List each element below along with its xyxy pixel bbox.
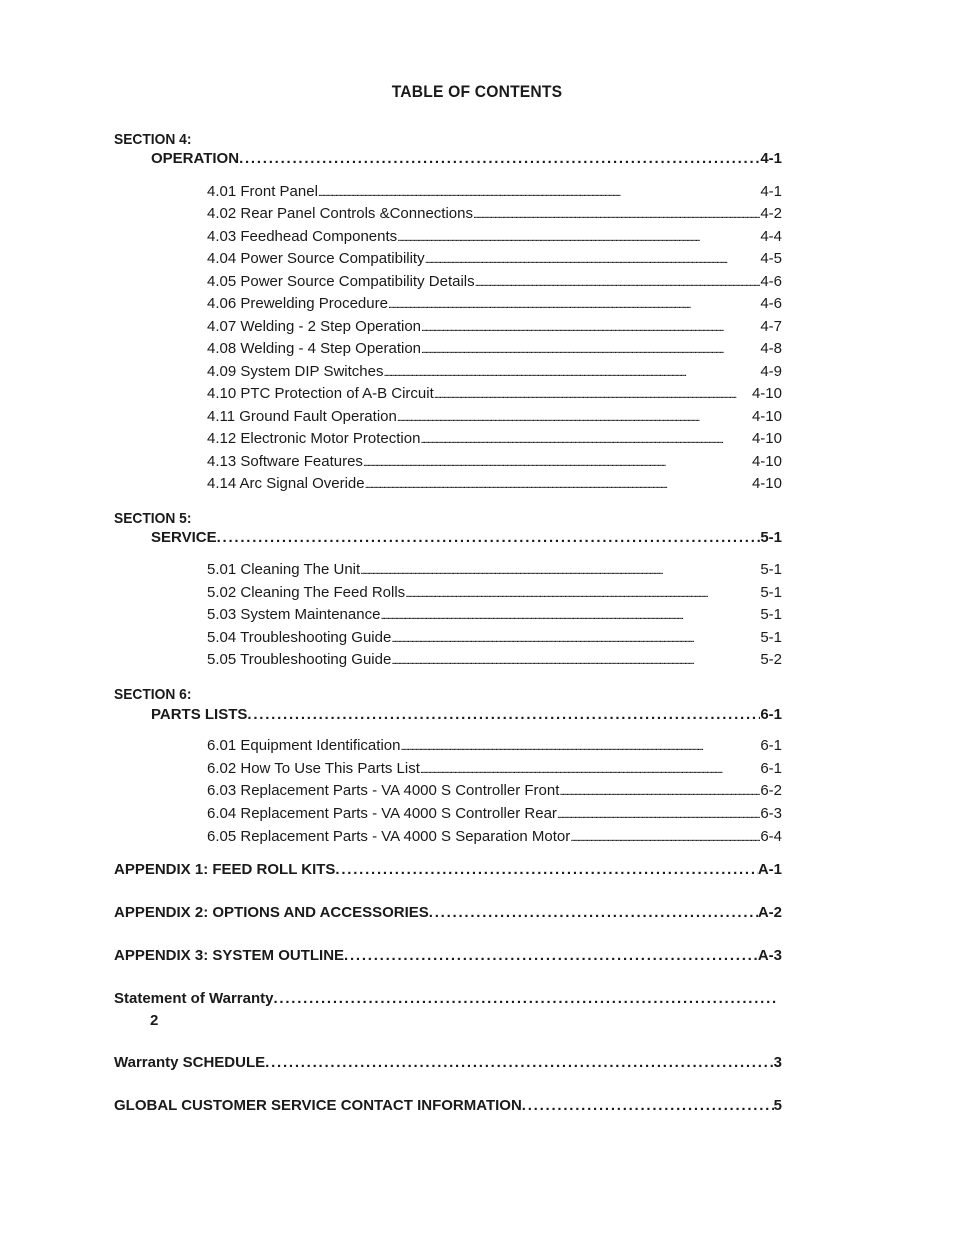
toc-subentry-title: 5.01 Cleaning The Unit [207,561,361,578]
toc-subentry[interactable] [207,760,782,777]
toc-subentry-page: 5-2 [760,651,782,668]
section-6-label: SECTION 6: [114,686,192,703]
toc-subentry-page: 6-2 [760,782,782,799]
toc-subentry-title: 4.13 Software Features [207,453,363,470]
toc-entry-appendix-2[interactable] [114,904,782,921]
toc-subentry-title: 6.02 How To Use This Parts List [207,760,420,777]
toc-subentry[interactable] [207,453,782,470]
toc-entry-page: A-2 [757,904,782,921]
toc-subentry-page: 4-10 [751,453,782,470]
toc-entry-title: Statement of Warranty [114,990,274,1007]
toc-subentry-title: 6.05 Replacement Parts - VA 4000 S Separation Motor [207,828,571,845]
toc-subentry-title: 4.09 System DIP Switches [207,363,384,380]
toc-subentry[interactable] [207,629,782,646]
toc-subentry[interactable] [207,606,782,623]
toc-subentry[interactable] [207,228,782,245]
toc-subentry[interactable] [207,561,782,578]
toc-subentry-title: 4.10 PTC Protection of A-B Circuit [207,385,434,402]
toc-subentry-title: 4.14 Arc Signal Overide [207,475,365,492]
toc-subentry[interactable] [207,475,782,492]
toc-subentry[interactable] [207,584,782,601]
toc-subentry-page: 4-7 [760,318,782,335]
toc-entry-appendix-1[interactable] [114,861,782,878]
toc-subentry[interactable] [207,183,782,200]
toc-subentry-title: 4.08 Welding - 4 Step Operation [207,340,422,357]
toc-subentry-page: 6-1 [760,737,782,754]
toc-subentry-title: 4.01 Front Panel [207,183,318,200]
toc-subentry-page: 5-1 [760,584,782,601]
toc-entry-page: 6-1 [760,706,782,723]
toc-entry-title: OPERATION [151,150,240,167]
toc-entry-appendix-3[interactable] [114,947,782,964]
toc-subentry-page: 6-4 [760,828,782,845]
toc-entry-warranty-page: 2 [150,1012,159,1029]
toc-subentry-title: 5.04 Troubleshooting Guide [207,629,392,646]
toc-subentry[interactable] [207,340,782,357]
toc-subentry[interactable] [207,385,782,402]
toc-entry-title: APPENDIX 1: FEED ROLL KITS [114,861,336,878]
toc-subentry[interactable] [207,273,782,290]
toc-entry-section-6[interactable] [151,706,782,723]
toc-subentry-page: 4-10 [751,385,782,402]
section-5-label: SECTION 5: [114,510,192,527]
toc-subentry-title: 6.01 Equipment Identification [207,737,401,754]
toc-entry-global-service[interactable] [114,1097,782,1114]
toc-subentry[interactable] [207,363,782,380]
toc-entry-page: 4-1 [760,150,782,167]
toc-subentry[interactable] [207,318,782,335]
toc-subentry[interactable] [207,782,782,799]
toc-subentry-title: 6.04 Replacement Parts - VA 4000 S Controller Rear [207,805,557,822]
toc-subentry-page: 5-1 [760,629,782,646]
toc-subentry-title: 4.02 Rear Panel Controls &Connections [207,205,473,222]
toc-subentry[interactable] [207,805,782,822]
toc-subentry-title: 6.03 Replacement Parts - VA 4000 S Controller Front [207,782,560,799]
toc-entry-title: PARTS LISTS [151,706,248,723]
toc-subentry-title: 4.04 Power Source Compatibility [207,250,425,267]
toc-entry-section-5[interactable] [151,529,782,546]
toc-subentry-page: 4-10 [751,430,782,447]
toc-entry-section-4[interactable] [151,150,782,167]
toc-subentry-page: 4-9 [760,363,782,380]
toc-entry-title: GLOBAL CUSTOMER SERVICE CONTACT INFORMATION [114,1097,522,1114]
toc-subentry-title: 5.05 Troubleshooting Guide [207,651,392,668]
toc-subentry-title: 4.12 Electronic Motor Protection [207,430,421,447]
toc-subentry-page: 4-6 [760,273,782,290]
toc-entry-page: 5-1 [760,529,782,546]
toc-subentry[interactable] [207,828,782,845]
toc-subentry[interactable] [207,408,782,425]
toc-subentry[interactable] [207,651,782,668]
toc-subentry-title: 4.03 Feedhead Components [207,228,398,245]
toc-subentry-page: 4-10 [751,475,782,492]
toc-subentry-title: 4.06 Prewelding Procedure [207,295,388,312]
toc-subentry-page: 4-6 [760,295,782,312]
toc-entry-title: APPENDIX 2: OPTIONS AND ACCESSORIES [114,904,429,921]
toc-entry-title: SERVICE [151,529,217,546]
toc-subentry[interactable] [207,295,782,312]
toc-subentry[interactable] [207,205,782,222]
toc-entry-title: Warranty SCHEDULE [114,1054,266,1071]
toc-entry-page: A-1 [757,861,782,878]
toc-subentry-title: 4.11 Ground Fault Operation [207,408,397,425]
toc-subentry-title: 4.05 Power Source Compatibility Details [207,273,475,290]
toc-subentry-page: 6-1 [760,760,782,777]
toc-subentry-title: 5.02 Cleaning The Feed Rolls [207,584,406,601]
toc-subentry[interactable] [207,250,782,267]
toc-subentry-title: 5.03 System Maintenance [207,606,381,623]
toc-subentry-page: 4-1 [760,183,782,200]
toc-subentry-page: 4-10 [751,408,782,425]
toc-subentry-page: 5-1 [760,561,782,578]
toc-subentry-title: 4.07 Welding - 2 Step Operation [207,318,422,335]
toc-subentry-page: 4-4 [760,228,782,245]
section-4-label: SECTION 4: [114,131,192,148]
toc-subentry-page: 5-1 [760,606,782,623]
toc-subentry-page: 6-3 [760,805,782,822]
toc-entry-warranty-schedule[interactable] [114,1054,782,1071]
toc-subentry-page: 4-8 [760,340,782,357]
toc-entry-warranty[interactable] [114,990,776,1007]
toc-entry-page: A-3 [757,947,782,964]
toc-entry-page: 5 [773,1097,782,1114]
toc-subentry-page: 4-2 [760,205,782,222]
toc-entry-page: 3 [773,1054,782,1071]
toc-entry-title: APPENDIX 3: SYSTEM OUTLINE [114,947,345,964]
toc-subentry[interactable] [207,737,782,754]
toc-subentry-page: 4-5 [760,250,782,267]
page-title: TABLE OF CONTENTS [391,82,563,101]
toc-subentry[interactable] [207,430,782,447]
